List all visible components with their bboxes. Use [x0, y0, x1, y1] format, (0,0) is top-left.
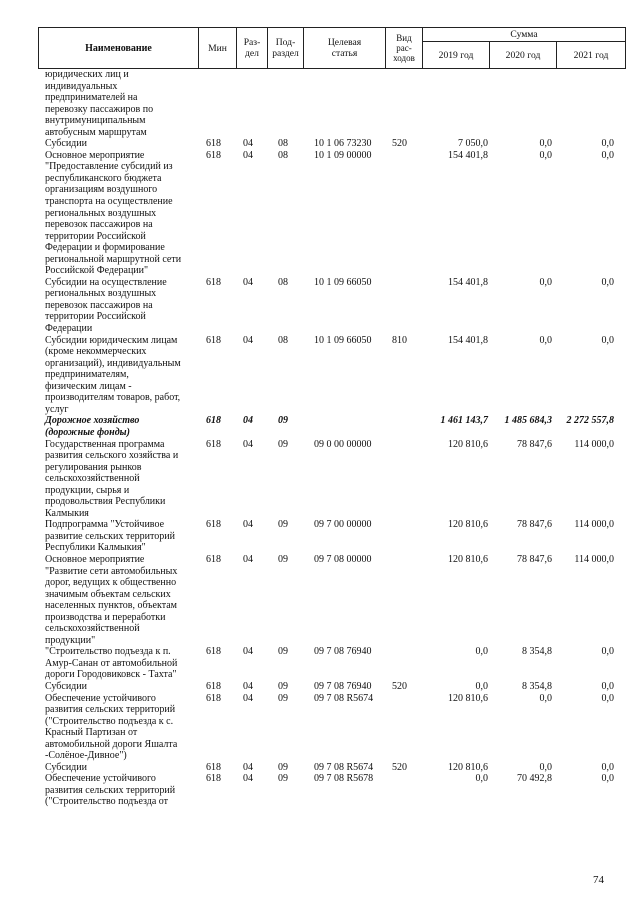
cell-min: 618: [206, 138, 221, 150]
cell-name: Субсидии на осуществление региональных воздушных перевозок пассажиров на территории Российской Федерации: [45, 276, 167, 335]
table-row: [0, 762, 640, 774]
cell-min: 618: [206, 553, 221, 565]
cell-name: Субсидии: [45, 138, 87, 150]
cell-podr: 09: [278, 553, 288, 565]
cell-name: Обеспечение устойчивого развития сельских территорий ("Строительство подъезда к с. Красный Партизан от автомобильной дороги Яшалта -Солёное-Дивное"): [45, 692, 178, 762]
header-name: Наименование: [39, 28, 199, 69]
cell-y2020: 8 354,8: [522, 680, 552, 692]
header-podrazdel: Под- раздел: [268, 28, 304, 69]
page-number: 74: [593, 874, 604, 886]
cell-y2021: 0,0: [601, 276, 614, 288]
cell-name: Обеспечение устойчивого развития сельских территорий ("Строительство подъезда от: [45, 773, 176, 808]
cell-min: 618: [206, 692, 221, 704]
cell-y2021: 2 272 557,8: [566, 415, 614, 427]
cell-y2020: 8 354,8: [522, 646, 552, 658]
cell-min: 618: [206, 519, 221, 531]
cell-y2019: 120 810,6: [448, 692, 488, 704]
header-min: Мин: [199, 28, 237, 69]
cell-podr: 09: [278, 680, 288, 692]
cell-name: Подпрограмма "Устойчивое развитие сельских территорий Республики Калмыкия": [45, 519, 175, 554]
cell-razd: 04: [243, 553, 253, 565]
cell-y2020: 0,0: [539, 138, 552, 150]
table-row: [0, 646, 640, 681]
cell-cel: 10 1 06 73230: [314, 138, 372, 150]
cell-podr: 09: [278, 519, 288, 531]
cell-y2020: 78 847,6: [517, 519, 552, 531]
header-2021: 2021 год: [557, 42, 626, 69]
table-row: [0, 150, 640, 277]
cell-cel: 10 1 09 66050: [314, 334, 372, 346]
cell-y2020: 78 847,6: [517, 553, 552, 565]
cell-razd: 04: [243, 519, 253, 531]
cell-podr: 09: [278, 692, 288, 704]
cell-name: Дорожное хозяйство (дорожные фонды): [45, 415, 140, 438]
header-vid: Вид рас- ходов: [386, 28, 423, 69]
cell-razd: 04: [243, 149, 253, 161]
cell-cel: 10 1 09 00000: [314, 149, 372, 161]
cell-min: 618: [206, 415, 221, 427]
table-row: [0, 277, 640, 335]
table-row: [0, 335, 640, 416]
cell-y2021: 0,0: [601, 149, 614, 161]
table-row: [0, 69, 640, 138]
header-2019: 2019 год: [423, 42, 490, 69]
cell-razd: 04: [243, 138, 253, 150]
cell-y2021: 0,0: [601, 334, 614, 346]
cell-cel: 09 7 08 00000: [314, 553, 372, 565]
cell-y2020: 0,0: [539, 692, 552, 704]
cell-razd: 04: [243, 415, 253, 427]
table-row: [0, 519, 640, 554]
cell-cel: 09 7 08 R5674: [314, 761, 374, 773]
table-row: [0, 693, 640, 762]
cell-name: Государственная программа развития сельского хозяйства и регулирования рынков сельскохозяйственной продукции, сырья и продовольствия Республики Калмыкия: [45, 438, 179, 519]
cell-podr: 09: [278, 438, 288, 450]
table-row: [0, 138, 640, 150]
cell-y2019: 1 461 143,7: [440, 415, 488, 427]
cell-y2020: 0,0: [539, 276, 552, 288]
cell-vid: 520: [392, 761, 407, 773]
table-row: [0, 439, 640, 520]
table-row: [0, 415, 640, 438]
cell-vid: 520: [392, 680, 407, 692]
cell-min: 618: [206, 276, 221, 288]
cell-y2021: 0,0: [601, 692, 614, 704]
cell-name: юридических лиц и индивидуальных предпринимателей на перевозку пассажиров по внутримуниципальным автобусным маршрутам: [45, 69, 154, 138]
cell-podr: 09: [278, 773, 288, 785]
cell-razd: 04: [243, 680, 253, 692]
header-summa: Сумма: [423, 28, 626, 42]
cell-min: 618: [206, 334, 221, 346]
cell-y2019: 7 050,0: [458, 138, 488, 150]
cell-min: 618: [206, 773, 221, 785]
cell-y2020: 0,0: [539, 334, 552, 346]
cell-y2021: 114 000,0: [574, 553, 614, 565]
table-row: [0, 773, 640, 808]
cell-podr: 08: [278, 334, 288, 346]
cell-y2021: 0,0: [601, 761, 614, 773]
cell-y2020: 70 492,8: [517, 773, 552, 785]
cell-name: "Строительство подъезда к п. Амур-Санан от автомобильной дороги Городовиковск - Тахта": [45, 646, 178, 681]
cell-vid: 520: [392, 138, 407, 150]
cell-cel: 09 7 08 R5678: [314, 773, 374, 785]
cell-y2021: 114 000,0: [574, 519, 614, 531]
header-celevaya: Целевая статья: [304, 28, 386, 69]
header-razdel: Раз- дел: [237, 28, 268, 69]
header-2020: 2020 год: [490, 42, 557, 69]
cell-razd: 04: [243, 438, 253, 450]
cell-name: Субсидии юридическим лицам (кроме некоммерческих организаций), индивидуальным предпринимателям, физическим лицам - производителям товаров, работ, услуг: [45, 334, 181, 415]
cell-y2019: 0,0: [475, 680, 488, 692]
cell-podr: 09: [278, 646, 288, 658]
cell-cel: 09 7 08 76940: [314, 680, 372, 692]
cell-podr: 09: [278, 415, 288, 427]
cell-y2021: 0,0: [601, 646, 614, 658]
table-row: [0, 681, 640, 693]
cell-name: Субсидии: [45, 680, 87, 692]
cell-name: Основное мероприятие "Предоставление субсидий из республиканского бюджета организациям воздушного транспорта на осуществление региональных воздушных перевозок пассажиров на территории Российской Федерации и формирование региональной маршрутной сети Российской Федерации": [45, 149, 182, 277]
cell-cel: 09 7 08 76940: [314, 646, 372, 658]
cell-y2021: 114 000,0: [574, 438, 614, 450]
cell-name: Основное мероприятие "Развитие сети автомобильных дорог, ведущих к общественно значимым объектам сельских населенных пунктов, объектам производства и переработки сельскохозяйственной продукции": [45, 553, 178, 646]
cell-name: Субсидии: [45, 761, 87, 773]
cell-y2020: 0,0: [539, 149, 552, 161]
cell-y2019: 120 810,6: [448, 761, 488, 773]
cell-podr: 08: [278, 276, 288, 288]
cell-min: 618: [206, 646, 221, 658]
cell-cel: 09 0 00 00000: [314, 438, 372, 450]
cell-y2021: 0,0: [601, 773, 614, 785]
cell-cel: 10 1 09 66050: [314, 276, 372, 288]
cell-cel: 09 7 00 00000: [314, 519, 372, 531]
cell-y2019: 120 810,6: [448, 519, 488, 531]
cell-razd: 04: [243, 646, 253, 658]
cell-y2019: 120 810,6: [448, 553, 488, 565]
table-header: [38, 27, 625, 69]
cell-y2019: 0,0: [475, 773, 488, 785]
cell-min: 618: [206, 680, 221, 692]
cell-y2020: 1 485 684,3: [504, 415, 552, 427]
cell-razd: 04: [243, 773, 253, 785]
cell-y2021: 0,0: [601, 138, 614, 150]
cell-y2019: 154 401,8: [448, 334, 488, 346]
cell-y2021: 0,0: [601, 680, 614, 692]
table-row: [0, 554, 640, 646]
cell-podr: 08: [278, 149, 288, 161]
cell-y2019: 154 401,8: [448, 276, 488, 288]
cell-razd: 04: [243, 761, 253, 773]
table-body: [0, 69, 640, 808]
cell-min: 618: [206, 438, 221, 450]
cell-cel: 09 7 08 R5674: [314, 692, 374, 704]
cell-razd: 04: [243, 692, 253, 704]
cell-y2019: 154 401,8: [448, 149, 488, 161]
cell-vid: 810: [392, 334, 407, 346]
cell-y2020: 0,0: [539, 761, 552, 773]
cell-razd: 04: [243, 276, 253, 288]
cell-y2019: 120 810,6: [448, 438, 488, 450]
cell-razd: 04: [243, 334, 253, 346]
cell-y2019: 0,0: [475, 646, 488, 658]
cell-podr: 08: [278, 138, 288, 150]
cell-y2020: 78 847,6: [517, 438, 552, 450]
cell-min: 618: [206, 761, 221, 773]
cell-min: 618: [206, 149, 221, 161]
cell-podr: 09: [278, 761, 288, 773]
